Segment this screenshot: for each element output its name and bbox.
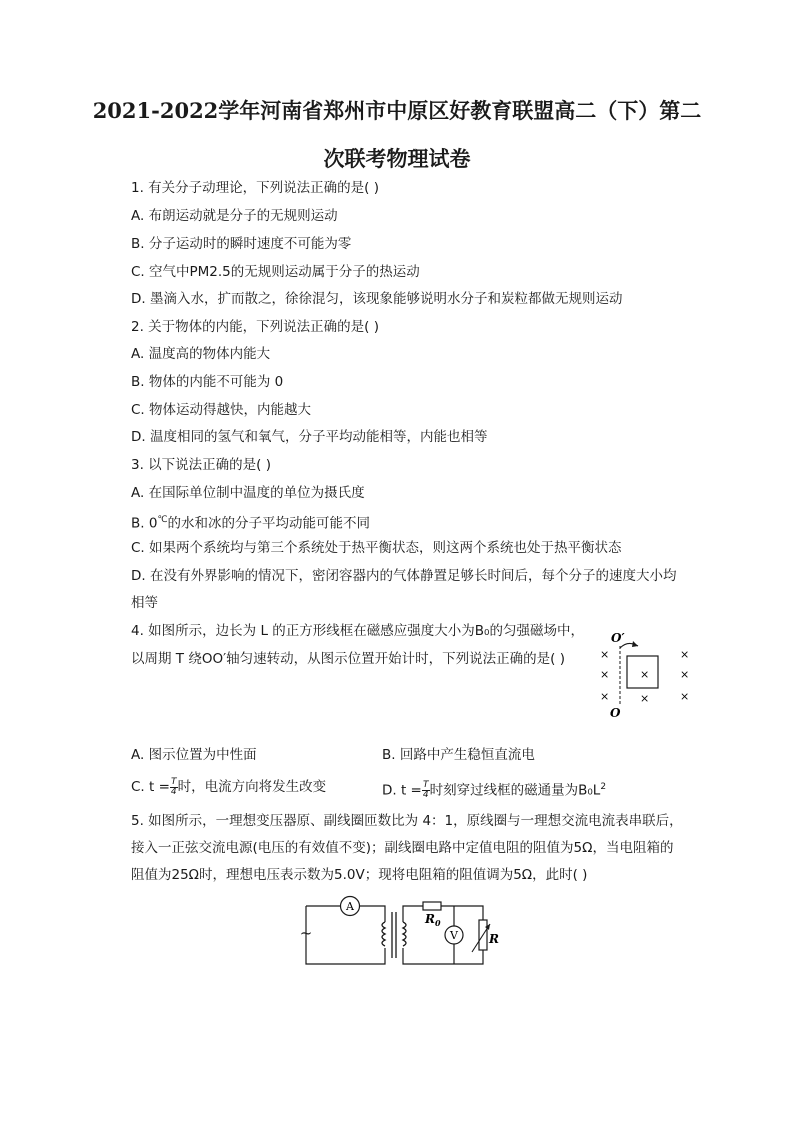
field-mark: × [600, 648, 610, 661]
celsius-sup: ℃ [157, 515, 168, 525]
q4-option-a: A. 图示位置为中性面 [131, 747, 257, 763]
q5-stem-line3: 阻值为25Ω时，理想电压表示数为5.0V；现将电阻箱的阻值调为5Ω，此时( ) [131, 867, 588, 883]
title-line-1: 2021-2022学年河南省郑州市中原区好教育联盟高二（下）第二 [92, 98, 702, 123]
fraction [170, 778, 178, 797]
q3-option-b [131, 510, 370, 534]
q4-c-prefix: C. t = [131, 779, 170, 795]
axis-label-top: O′ [611, 631, 625, 645]
q4-option-b: B. 回路中产生稳恒直流电 [382, 747, 535, 763]
fraction [422, 781, 430, 800]
q1-option-d: D. 墨滴入水，扩而散之，徐徐混匀，该现象能够说明水分子和炭粒都做无规则运动 [131, 291, 623, 307]
q5-transformer-circuit-figure [292, 892, 502, 974]
q1-option-a: A. 布朗运动就是分子的无规则运动 [131, 208, 338, 224]
fraction-numerator: T [422, 780, 429, 790]
resistance-box-label: R [489, 932, 499, 946]
q2-option-c: C. 物体运动得越快，内能越大 [131, 402, 312, 418]
field-mark: × [680, 648, 690, 661]
field-mark: × [680, 668, 690, 681]
field-mark: × [640, 668, 650, 681]
secondary-wire [403, 906, 483, 964]
voltmeter-label: V [450, 929, 458, 942]
q3-b-text-rest: 的水和冰的分子平均动能可能不同 [167, 515, 371, 532]
q4-rotating-coil-figure [590, 628, 700, 723]
ac-source-icon: ~ [299, 924, 313, 942]
q2-option-d: D. 温度相同的氢气和氧气，分子平均动能相等，内能也相等 [131, 429, 488, 445]
axis-label-bottom: O [610, 706, 621, 720]
q4-option-c [131, 777, 326, 797]
q5-stem-line1: 5. 如图所示，一理想变压器原、副线圈匝数比为 4：1，原线圈与一理想交流电流表串联后， [131, 813, 683, 829]
q2-option-b: B. 物体的内能不可能为 0 [131, 374, 284, 390]
q3-option-d-line2: 相等 [131, 595, 158, 611]
q4-c-text: 时，电流方向将发生改变 [177, 779, 327, 795]
field-mark: × [640, 692, 650, 705]
field-mark: × [600, 690, 610, 703]
exponent-sup: 2 [600, 782, 607, 792]
resistor-r0 [423, 902, 441, 910]
q3-option-d-line1: D. 在没有外界影响的情况下，密闭容器内的气体静置足够长时间后，每个分子的速度大小均 [131, 568, 677, 584]
fraction-denominator: 4 [170, 786, 177, 797]
fraction-denominator: 4 [422, 790, 429, 800]
resistor-r0-label: $R_0$ [425, 912, 441, 928]
title-line-2: 次联考物理试卷 [323, 146, 471, 171]
q3-stem: 3. 以下说法正确的是( ) [131, 457, 271, 473]
fraction-numerator: T [171, 776, 177, 787]
q4-d-prefix: D. t = [382, 782, 422, 799]
q3-option-c: C. 如果两个系统均与第三个系统处于热平衡状态，则这两个系统也处于热平衡状态 [131, 540, 622, 556]
q4-stem-line1: 4. 如图所示，边长为 L 的正方形线框在磁感应强度大小为B₀的匀强磁场中， [131, 623, 584, 639]
q3-b-text: B. 0 [131, 515, 158, 532]
q4-stem-line2: 以周期 T 绕OO′轴匀速转动，从图示位置开始计时，下列说法正确的是( ) [131, 651, 565, 667]
q1-option-b: B. 分子运动时的瞬时速度不可能为零 [131, 236, 352, 252]
q4-option-d [382, 777, 606, 801]
q3-option-a: A. 在国际单位制中温度的单位为摄氏度 [131, 485, 365, 501]
ammeter-label: A [346, 900, 354, 913]
field-mark: × [600, 668, 610, 681]
q2-option-a: A. 温度高的物体内能大 [131, 346, 271, 362]
q2-stem: 2. 关于物体的内能，下列说法正确的是( ) [131, 319, 379, 335]
q1-option-c: C. 空气中PM2.5的无规则运动属于分子的热运动 [131, 264, 420, 280]
q4-d-text: 时刻穿过线框的磁通量为B₀L [429, 782, 601, 799]
rotation-arrowhead-icon [632, 641, 638, 647]
secondary-coil [403, 922, 406, 946]
primary-coil [382, 922, 385, 946]
q5-stem-line2: 接入一正弦交流电源(电压的有效值不变)；副线圈电路中定值电阻的阻值为5Ω，当电阻箱的 [131, 840, 674, 856]
field-mark: × [680, 690, 690, 703]
q1-stem: 1. 有关分子动理论，下列说法正确的是( ) [131, 180, 379, 196]
